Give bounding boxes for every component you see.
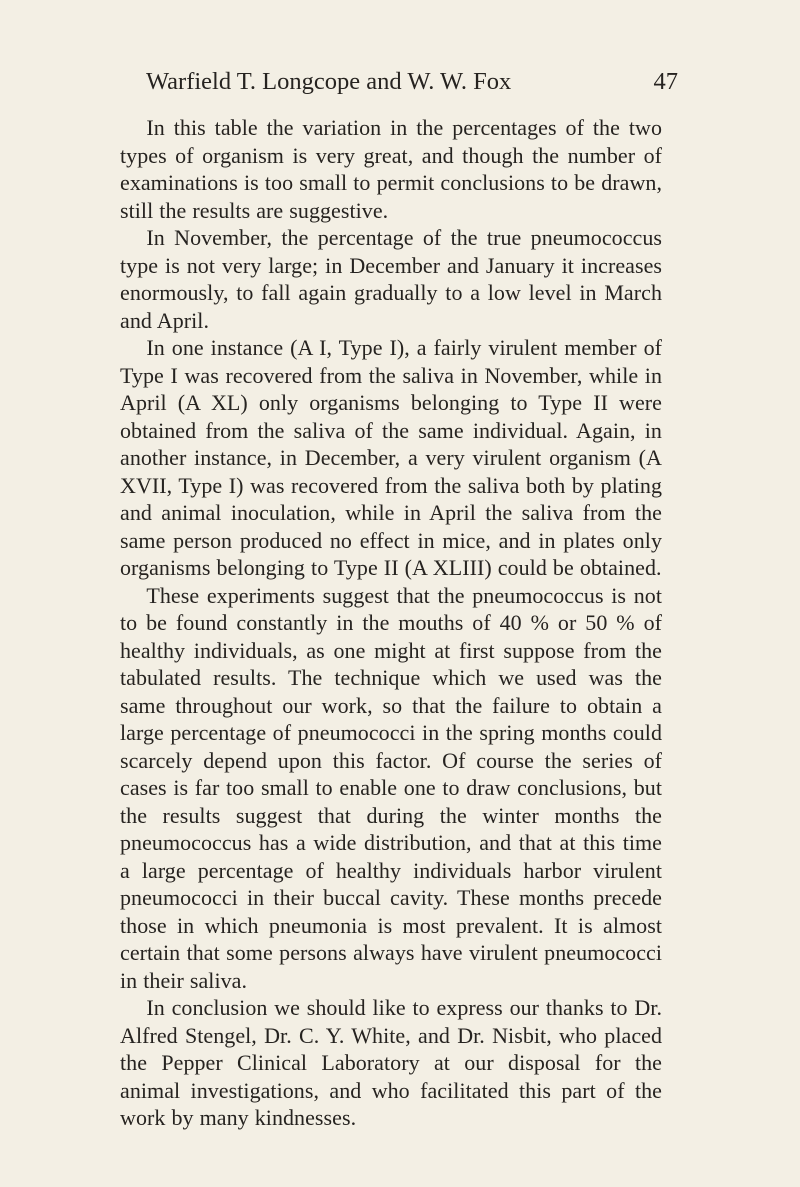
paragraph-table-variation: In this table the variation in the percentages of the two types of organism is very great, and though the number of examinations is too small to permit conclusions to be drawn, still the results are suggestive. bbox=[120, 115, 662, 223]
page-number: 47 bbox=[653, 68, 678, 95]
running-head-authors: Warfield T. Longcope and W. W. Fox bbox=[146, 68, 512, 95]
paragraph-acknowledgements: In conclusion we should like to express our thanks to Dr. Alfred Stengel, Dr. C. Y. White, and Dr. Nisbit, who placed the Pepper Clinical Laboratory at our disposal for the animal investigations, and who facilitated this part of the work by many kindnesses. bbox=[120, 995, 662, 1130]
paragraph-monthly-percentage: In November, the percentage of the true pneumococcus type is not very large; in December and January it increases enormously, to fall again gradually to a low level in March and April. bbox=[120, 225, 662, 333]
body-text bbox=[120, 114, 662, 1132]
paragraph-individual-instances: In one instance (A I, Type I), a fairly virulent member of Type I was recovered from the saliva in November, while in April (A XL) only organisms belonging to Type II were obtained from the saliva of the same individual. Again, in another instance, in December, a very virulent organism (A XVII, Type I) was recovered from the saliva both by plating and animal inoculation, while in April the saliva from the same person produced no effect in mice, and in plates only organisms belonging to Type II (A XLIII) could be obtained. bbox=[120, 335, 662, 580]
paragraph-experiment-conclusions: These experiments suggest that the pneumococcus is not to be found constantly in the mouths of 40 % or 50 % of healthy individuals, as one might at first suppose from the tabulated results. The technique which we used was the same throughout our work, so that the failure to obtain a large percentage of pneumococci in the spring months could scarcely depend upon this factor. Of course the series of cases is far too small to enable one to draw conclusions, but the results suggest that during the winter months the pneumococcus has a wide distribution, and that at this time a large percentage of healthy individuals harbor virulent pneumococci in their buccal cavity. These months precede those in which pneumonia is most prevalent. It is almost certain that some persons always have virulent pneumococci in their saliva. bbox=[120, 582, 662, 993]
running-head bbox=[120, 65, 680, 99]
